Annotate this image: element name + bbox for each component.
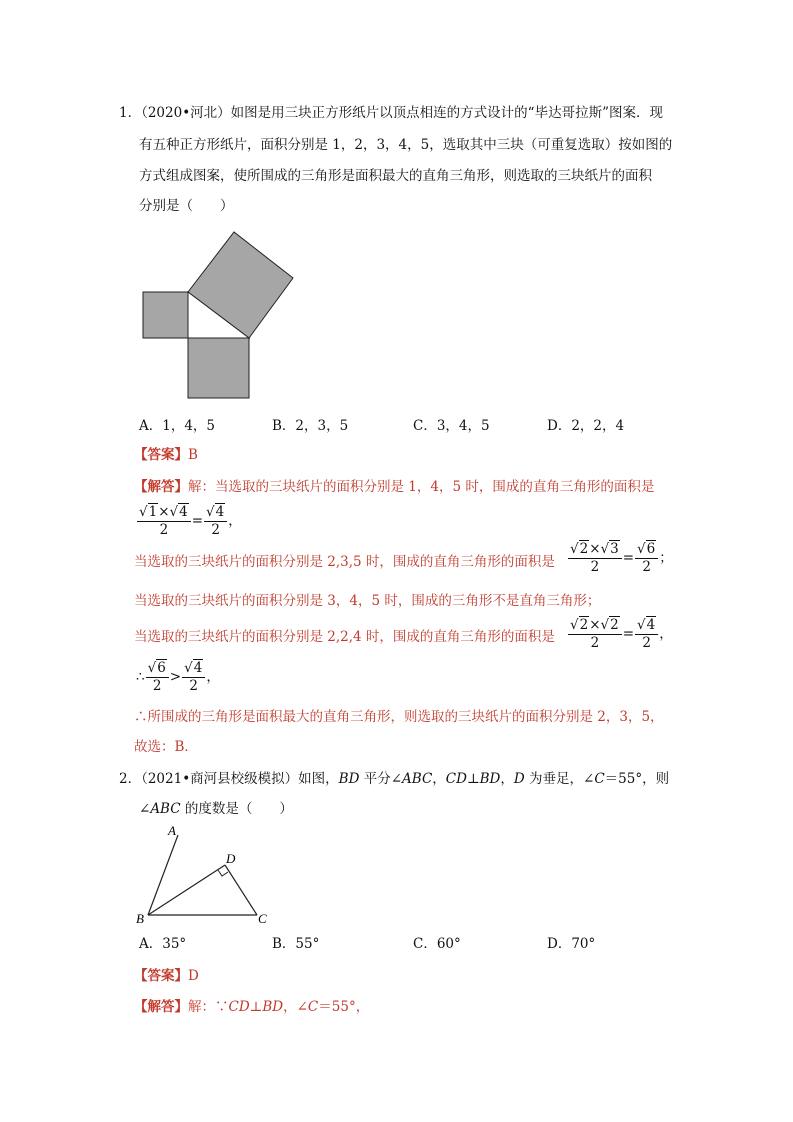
q1-line-3: 方式组成图案，使所围成的三角形是面积最大的直角三角形，则选取的三块纸片的面积 — [139, 168, 652, 184]
q1-option-a: A．1，4，5 — [139, 418, 216, 434]
q2-line-1: 2．（2021•商河县校级模拟）如图，BD 平分∠ABC，CD⊥BD，D 为垂足，∠C＝55°，则 — [119, 771, 670, 787]
q1-expression-2: $\frac{√2\times√3}{2}$ = $\frac{√6}{2}$ ； — [570, 541, 673, 575]
q1-solution-line-2: 当选取的三块纸片的面积分别是 2,3,5 时，围成的直角三角形的面积是 — [134, 554, 555, 570]
label-a: A — [168, 823, 176, 838]
q1-line-4: 分别是（ ） — [139, 198, 234, 214]
q1-expression-3: $\frac{√2\times√2}{2}$ = $\frac{√4}{2}$ ， — [570, 617, 673, 651]
square-bottom — [188, 338, 249, 398]
label-d: D — [226, 851, 236, 866]
q1-answer — [134, 447, 198, 463]
square-left — [143, 292, 188, 338]
q1-option-b: B．2，3，5 — [272, 418, 349, 434]
q1-solution-line-6: ∴所围成的三角形是面积最大的直角三角形，则选取的三块纸片的面积分别是 2，3，5， — [134, 709, 664, 725]
q2-option-d: D．70° — [547, 936, 596, 952]
solution-text-1: 当选取的三块纸片的面积分别是 1，4，5 时，围成的直角三角形的面积是 — [215, 479, 655, 495]
answer-value: B — [188, 447, 198, 463]
pythagoras-figure — [138, 228, 298, 402]
solution-intro: 解： — [188, 479, 215, 495]
fraction: $\frac{√1\times√4}{2}$ — [137, 504, 191, 539]
segment-dc — [225, 865, 257, 915]
q1-line-1 — [119, 105, 663, 121]
q1-text-1: 如图是用三块正方形纸片以顶点相连的方式设计的“毕达哥拉斯”图案．现 — [230, 105, 663, 121]
q2-option-a: A．35° — [139, 936, 187, 952]
q1-source: （2020•河北） — [141, 105, 231, 121]
segment-bd — [148, 865, 225, 915]
q2-source: （2021•商河县校级模拟） — [141, 771, 299, 787]
q1-number: 1． — [119, 105, 142, 121]
q1-expression-1: $\frac{√1\times√4}{2}$ = $\frac{√4}{2}$ ， — [139, 504, 242, 538]
q2-option-c: C．60° — [413, 936, 461, 952]
q2-answer: 【答案】D — [134, 968, 199, 984]
ray-ba — [148, 835, 178, 915]
angle-figure — [132, 823, 277, 928]
solution-tag: 【解答】 — [134, 479, 188, 495]
label-b: B — [136, 911, 144, 926]
q2-option-b: B．55° — [272, 936, 320, 952]
q2-number: 2． — [119, 771, 142, 787]
fraction: $\frac{√4}{2}$ — [204, 504, 227, 539]
q1-option-d: D．2，2，4 — [547, 418, 625, 434]
right-angle-mark — [218, 870, 228, 876]
answer-tag: 【答案】 — [134, 447, 188, 463]
q1-option-c: C．3，4，5 — [413, 418, 490, 434]
q2-solution-line-1: 【解答】解：∵CD⊥BD，∠C＝55°， — [134, 999, 370, 1015]
q1-line-2: 有五种正方形纸片，面积分别是 1，2，3，4，5，选取其中三块（可重复选取）按如图的 — [139, 137, 673, 153]
label-c: C — [258, 911, 267, 926]
q1-expression-4: ∴ $\frac{√6}{2}$ > $\frac{√4}{2}$ ， — [136, 660, 220, 694]
q1-solution-line-1 — [134, 479, 654, 495]
q2-line-2: ∠ABC 的度数是（ ） — [139, 801, 293, 817]
q1-solution-line-3: 当选取的三块纸片的面积分别是 3，4，5 时，围成的三角形不是直角三角形； — [134, 593, 601, 609]
q1-solution-line-7: 故选：B． — [134, 739, 198, 755]
q1-solution-line-4: 当选取的三块纸片的面积分别是 2,2,4 时，围成的直角三角形的面积是 — [134, 629, 555, 645]
